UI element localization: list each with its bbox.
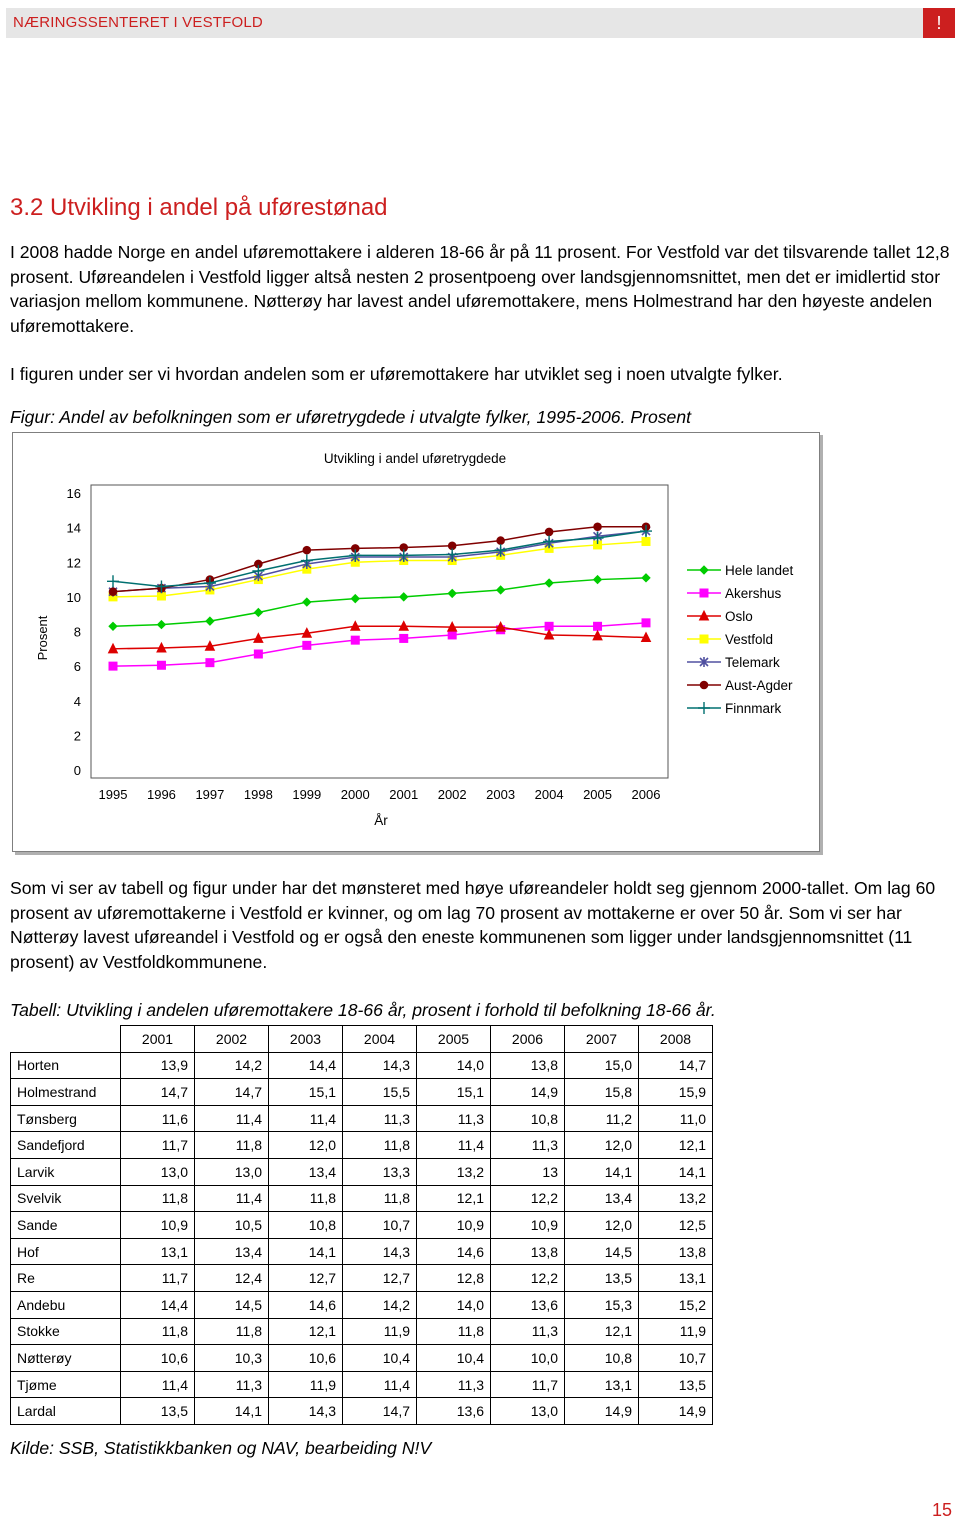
analysis-paragraph: Som vi ser av tabell og figur under har det mønsteret med høye uføreandeler holdt seg gjennom 2000-tallet. Om lag 60 prosent av uføremottakerne i Vestfold er kvinner, og om lag 70 prosent av mottakerne er over 50 år. Som vi ser har Nøtterøy lavest uføreandel i Vestfold og er også den eneste kommunenen som ligger under landsgjennomsnittet (11 prosent) av Vestfoldkommunene.	[10, 878, 936, 972]
legend-label: Hele landet	[725, 563, 794, 578]
table-cell: 12,1	[417, 1185, 491, 1212]
legend-label: Vestfold	[725, 632, 774, 647]
data-table	[10, 1025, 713, 1425]
legend-marker	[700, 589, 708, 597]
row-label: Stokke	[11, 1318, 121, 1345]
row-label: Sande	[11, 1212, 121, 1239]
x-tick-label: 2004	[534, 787, 564, 802]
table-cell: 13,6	[491, 1291, 565, 1318]
table-cell: 15,5	[343, 1079, 417, 1106]
row-label: Lardal	[11, 1398, 121, 1425]
y-tick-label: 0	[73, 763, 81, 778]
table-cell: 11,3	[343, 1105, 417, 1132]
table-cell: 14,3	[343, 1238, 417, 1265]
table-cell: 14,2	[195, 1052, 269, 1079]
table-cell: 14,0	[417, 1291, 491, 1318]
x-tick-label: 2003	[486, 787, 516, 802]
y-tick-label: 2	[73, 728, 81, 744]
table-cell: 12,5	[639, 1212, 713, 1239]
table-cell: 11,4	[195, 1105, 269, 1132]
table-cell: 10,6	[121, 1345, 195, 1372]
legend-marker	[698, 702, 710, 714]
table-row	[11, 1371, 713, 1398]
table-cell: 14,2	[343, 1291, 417, 1318]
table-cell: 13,5	[565, 1265, 639, 1292]
table-corner	[11, 1026, 121, 1053]
legend-marker	[700, 566, 708, 574]
legend-item-akershus	[687, 586, 782, 601]
y-tick-label: 6	[73, 659, 81, 675]
table-cell: 13,2	[417, 1158, 491, 1185]
table-cell: 10,0	[491, 1345, 565, 1372]
table-cell: 12,0	[565, 1132, 639, 1159]
table-cell: 13,5	[121, 1398, 195, 1425]
table-row	[11, 1238, 713, 1265]
table-cell: 10,3	[195, 1345, 269, 1372]
table-cell: 13,0	[195, 1158, 269, 1185]
figure-intro-paragraph: I figuren under ser vi hvordan andelen som er uføremottakere har utviklet seg i noen utvalgte fylker.	[10, 364, 783, 384]
legend-label: Telemark	[725, 655, 780, 670]
table-cell: 12,7	[343, 1265, 417, 1292]
data-point-aust-agder	[303, 546, 311, 554]
data-point-aust-agder	[594, 523, 602, 531]
table-cell: 12,1	[639, 1132, 713, 1159]
table-cell: 13,8	[639, 1238, 713, 1265]
table-cell: 10,5	[195, 1212, 269, 1239]
table-cell: 11,4	[269, 1105, 343, 1132]
table-row	[11, 1158, 713, 1185]
table-cell: 11,2	[565, 1105, 639, 1132]
table-cell: 11,7	[121, 1265, 195, 1292]
legend-label: Aust-Agder	[725, 678, 793, 693]
table-row	[11, 1265, 713, 1292]
table-cell: 15,0	[565, 1052, 639, 1079]
y-axis-label: Prosent	[35, 615, 50, 661]
table-cell: 10,9	[121, 1212, 195, 1239]
y-tick-label: 14	[66, 520, 81, 536]
y-tick-label: 10	[66, 589, 81, 605]
row-label: Tjøme	[11, 1371, 121, 1398]
legend-item-finnmark	[687, 701, 782, 716]
table-cell: 10,4	[343, 1345, 417, 1372]
table-cell: 11,8	[417, 1318, 491, 1345]
line-chart	[13, 433, 819, 851]
row-label: Hof	[11, 1238, 121, 1265]
table-cell: 13,1	[121, 1238, 195, 1265]
table-cell: 14,5	[195, 1291, 269, 1318]
column-header: 2002	[195, 1026, 269, 1053]
table-cell: 13,5	[639, 1371, 713, 1398]
y-tick-label: 8	[73, 624, 81, 640]
table-cell: 11,3	[491, 1132, 565, 1159]
table-cell: 11,0	[639, 1105, 713, 1132]
table-cell: 13,2	[639, 1185, 713, 1212]
data-point-akershus	[400, 634, 408, 642]
row-label: Sandefjord	[11, 1132, 121, 1159]
table-cell: 12,4	[195, 1265, 269, 1292]
table-cell: 13,8	[491, 1052, 565, 1079]
table-cell: 11,4	[343, 1371, 417, 1398]
row-label: Nøtterøy	[11, 1345, 121, 1372]
brand-mark: !	[923, 8, 955, 38]
data-point-akershus	[642, 619, 650, 627]
legend-item-hele-landet	[687, 563, 794, 578]
table-cell: 15,8	[565, 1079, 639, 1106]
table-cell: 11,3	[417, 1371, 491, 1398]
row-label: Andebu	[11, 1291, 121, 1318]
table-row	[11, 1132, 713, 1159]
table-cell: 10,7	[639, 1345, 713, 1372]
table-cell: 14,9	[639, 1398, 713, 1425]
table-row	[11, 1212, 713, 1239]
y-tick-label: 16	[66, 486, 81, 501]
table-cell: 11,8	[269, 1185, 343, 1212]
table-cell: 14,7	[121, 1079, 195, 1106]
x-tick-label: 1997	[195, 787, 225, 802]
table-cell: 11,3	[491, 1318, 565, 1345]
row-label: Re	[11, 1265, 121, 1292]
table-cell: 15,9	[639, 1079, 713, 1106]
legend-item-aust-agder	[687, 678, 793, 693]
table-header-row	[11, 1026, 713, 1053]
header-title: NÆRINGSSENTERET I VESTFOLD	[13, 14, 263, 31]
page-header	[6, 8, 955, 38]
table-cell: 14,4	[121, 1291, 195, 1318]
table-row	[11, 1398, 713, 1425]
table-cell: 14,7	[639, 1052, 713, 1079]
table-cell: 10,7	[343, 1212, 417, 1239]
row-label: Svelvik	[11, 1185, 121, 1212]
table-cell: 11,4	[195, 1185, 269, 1212]
table-cell: 12,1	[269, 1318, 343, 1345]
table-cell: 10,8	[269, 1212, 343, 1239]
table-cell: 10,9	[491, 1212, 565, 1239]
page-number: 15	[931, 1500, 952, 1520]
table-row	[11, 1345, 713, 1372]
legend-marker	[700, 681, 708, 689]
table-cell: 14,1	[269, 1238, 343, 1265]
table-cell: 13	[491, 1158, 565, 1185]
table-cell: 15,1	[269, 1079, 343, 1106]
table-row	[11, 1052, 713, 1079]
table-cell: 12,1	[565, 1318, 639, 1345]
data-point-akershus	[254, 650, 262, 658]
legend-label: Akershus	[725, 586, 782, 601]
table-cell: 11,9	[343, 1318, 417, 1345]
table-cell: 11,8	[121, 1318, 195, 1345]
table-row	[11, 1079, 713, 1106]
column-header: 2003	[269, 1026, 343, 1053]
table-row	[11, 1318, 713, 1345]
section-title: 3.2 Utvikling i andel på uførestønad	[10, 194, 388, 221]
table-cell: 14,5	[565, 1238, 639, 1265]
row-label: Holmestrand	[11, 1079, 121, 1106]
table-cell: 11,8	[195, 1318, 269, 1345]
table-cell: 12,0	[565, 1212, 639, 1239]
row-label: Larvik	[11, 1158, 121, 1185]
table-cell: 15,3	[565, 1291, 639, 1318]
table-cell: 11,6	[121, 1105, 195, 1132]
table-cell: 14,4	[269, 1052, 343, 1079]
table-cell: 10,8	[565, 1345, 639, 1372]
table-cell: 11,4	[121, 1371, 195, 1398]
data-point-akershus	[206, 659, 214, 667]
x-tick-label: 1999	[292, 787, 322, 802]
legend-item-vestfold	[687, 632, 773, 647]
table-cell: 10,8	[491, 1105, 565, 1132]
table-cell: 14,1	[195, 1398, 269, 1425]
column-header: 2008	[639, 1026, 713, 1053]
legend-item-telemark	[687, 655, 780, 670]
table-cell: 11,7	[121, 1132, 195, 1159]
table-cell: 11,8	[343, 1185, 417, 1212]
table-cell: 13,1	[565, 1371, 639, 1398]
x-tick-label: 1996	[146, 787, 176, 802]
table-cell: 14,6	[417, 1238, 491, 1265]
table-cell: 13,4	[269, 1158, 343, 1185]
table-cell: 13,6	[417, 1398, 491, 1425]
table-cell: 14,1	[565, 1158, 639, 1185]
x-tick-label: 2001	[389, 787, 419, 802]
x-tick-label: 2006	[631, 787, 661, 802]
table-cell: 15,2	[639, 1291, 713, 1318]
table-cell: 10,4	[417, 1345, 491, 1372]
y-tick-label: 4	[73, 693, 81, 709]
source-note: Kilde: SSB, Statistikkbanken og NAV, bearbeiding N!V	[10, 1438, 432, 1458]
table-cell: 11,9	[639, 1318, 713, 1345]
table-cell: 13,0	[491, 1398, 565, 1425]
column-header: 2001	[121, 1026, 195, 1053]
x-tick-label: 2002	[437, 787, 467, 802]
column-header: 2005	[417, 1026, 491, 1053]
intro-paragraph: I 2008 hadde Norge en andel uføremottakere i alderen 18-66 år på 11 prosent. For Vestfold var det tilsvarende tallet 12,8 prosent. Uføreandelen i Vestfold ligger altså nesten 2 prosentpoeng over landsgjennomsnittet, men det er imidlertid stor variasjon mellom kommunene. Nøtterøy har lavest andel uføremottakere, mens Holmestrand har den høyeste andelen uføremottakere.	[10, 242, 950, 336]
column-header: 2007	[565, 1026, 639, 1053]
x-tick-label: 2005	[583, 787, 613, 802]
legend-label: Finnmark	[725, 701, 782, 716]
table-cell: 15,1	[417, 1079, 491, 1106]
data-point-akershus	[351, 636, 359, 644]
data-point-akershus	[303, 641, 311, 649]
table-cell: 10,9	[417, 1212, 491, 1239]
data-point-akershus	[109, 662, 117, 670]
table-caption: Tabell: Utvikling i andelen uføremottakere 18-66 år, prosent i forhold til befolkning 18-66 år.	[10, 1000, 716, 1020]
table-cell: 14,9	[491, 1079, 565, 1106]
table-row	[11, 1105, 713, 1132]
table-row	[11, 1185, 713, 1212]
table-cell: 10,6	[269, 1345, 343, 1372]
table-cell: 14,1	[639, 1158, 713, 1185]
table-cell: 11,3	[195, 1371, 269, 1398]
table-cell: 12,8	[417, 1265, 491, 1292]
table-cell: 14,9	[565, 1398, 639, 1425]
table-cell: 11,7	[491, 1371, 565, 1398]
chart-frame	[12, 432, 820, 852]
data-point-akershus	[448, 631, 456, 639]
table-cell: 14,0	[417, 1052, 491, 1079]
table-cell: 11,9	[269, 1371, 343, 1398]
chart-title: Utvikling i andel uføretrygdede	[323, 451, 507, 466]
table-cell: 12,7	[269, 1265, 343, 1292]
table-cell: 13,0	[121, 1158, 195, 1185]
table-cell: 12,2	[491, 1185, 565, 1212]
table-cell: 13,9	[121, 1052, 195, 1079]
y-tick-label: 12	[66, 555, 81, 571]
table-cell: 11,3	[417, 1105, 491, 1132]
row-label: Tønsberg	[11, 1105, 121, 1132]
table-cell: 14,7	[343, 1398, 417, 1425]
data-point-vestfold	[642, 537, 650, 545]
table-cell: 14,7	[195, 1079, 269, 1106]
table-cell: 13,3	[343, 1158, 417, 1185]
row-label: Horten	[11, 1052, 121, 1079]
x-tick-label: 2000	[340, 787, 370, 802]
table-cell: 14,3	[269, 1398, 343, 1425]
data-point-aust-agder	[497, 537, 505, 545]
data-point-akershus	[157, 661, 165, 669]
x-axis-label: År	[374, 813, 388, 828]
legend-label: Oslo	[725, 609, 753, 624]
column-header: 2004	[343, 1026, 417, 1053]
legend-marker	[700, 635, 708, 643]
x-tick-label: 1998	[243, 787, 273, 802]
table-cell: 14,3	[343, 1052, 417, 1079]
table-cell: 13,4	[195, 1238, 269, 1265]
table-row	[11, 1291, 713, 1318]
table-cell: 11,8	[121, 1185, 195, 1212]
x-tick-label: 1995	[98, 787, 128, 802]
table-cell: 12,0	[269, 1132, 343, 1159]
figure-caption: Figur: Andel av befolkningen som er uføretrygdede i utvalgte fylker, 1995-2006. Prosent	[10, 407, 692, 427]
legend-item-oslo	[687, 609, 753, 624]
table-cell: 14,6	[269, 1291, 343, 1318]
data-point-aust-agder	[109, 588, 117, 596]
table-cell: 13,1	[639, 1265, 713, 1292]
table-cell: 13,8	[491, 1238, 565, 1265]
data-point-aust-agder	[545, 528, 553, 536]
table-cell: 11,4	[417, 1132, 491, 1159]
data-point-akershus	[594, 622, 602, 630]
table-cell: 12,2	[491, 1265, 565, 1292]
table-cell: 11,8	[195, 1132, 269, 1159]
column-header: 2006	[491, 1026, 565, 1053]
table-cell: 11,8	[343, 1132, 417, 1159]
table-cell: 13,4	[565, 1185, 639, 1212]
